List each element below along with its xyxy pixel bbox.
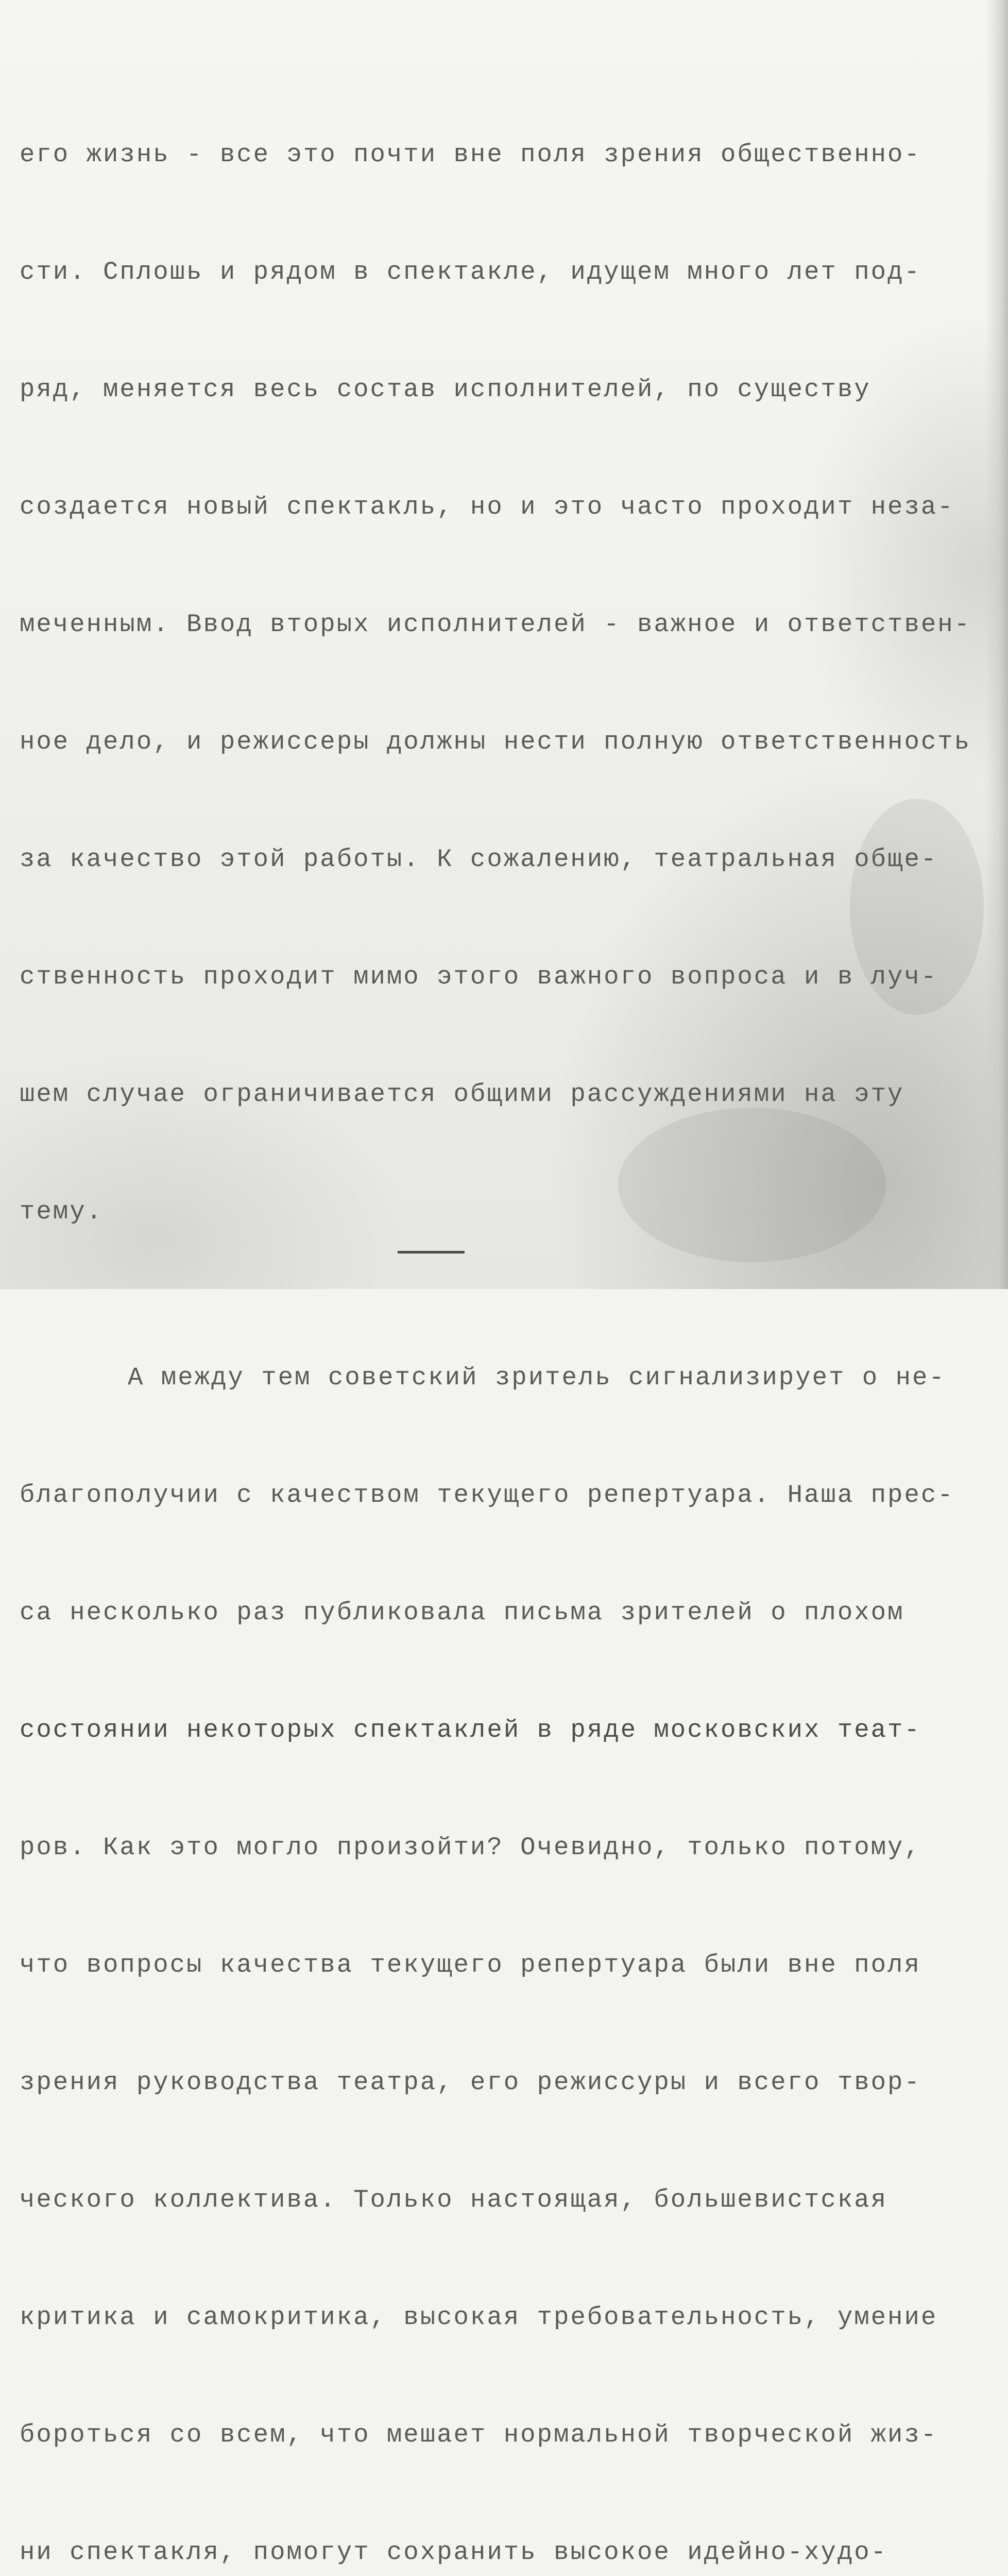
text-line: сти. Сплошь и рядом в спектакле, идущем много лет под- xyxy=(20,258,921,286)
text-line: ческого коллектива. Только настоящая, большевистская xyxy=(20,2185,888,2214)
text-line: ственность проходит мимо этого важного вопроса и в луч- xyxy=(20,962,938,991)
text-line: создается новый спектакль, но и это часто проходит неза- xyxy=(20,493,954,521)
text-line: тему. xyxy=(20,1197,104,1226)
document-body xyxy=(20,57,988,2576)
text-line: критика и самокритика, высокая требовательность, умение xyxy=(20,2303,938,2332)
text-line: ни спектакля, помогут сохранить высокое идейно-худо- xyxy=(20,2538,888,2567)
text-line: ное дело, и режиссеры должны нести полную ответственность xyxy=(20,727,971,756)
text-line: шем случае ограничивается общими рассуждениями на эту xyxy=(20,1080,904,1109)
text-line: состоянии некоторых спектаклей в ряде московских теат- xyxy=(20,1716,921,1744)
text-line: благополучии с качеством текущего репертуара. Наша прес- xyxy=(20,1481,954,1510)
text-line: его жизнь - все это почти вне поля зрения общественно- xyxy=(20,140,921,169)
text-line: что вопросы качества текущего репертуара были вне поля xyxy=(20,1951,921,1979)
end-of-text-rule xyxy=(398,1251,465,1253)
text-line: са несколько раз публиковала письма зрителей о плохом xyxy=(20,1598,904,1627)
text-line: ров. Как это могло произойти? Очевидно, только потому, xyxy=(20,1833,921,1862)
text-line: ряд, меняется весь состав исполнителей, по существу xyxy=(20,375,871,404)
text-line: зрения руководства театра, его режиссуры и всего твор- xyxy=(20,2068,921,2097)
paragraph-first-line: А между тем советский зритель сигнализирует о не- xyxy=(128,1363,946,1392)
text-line: бороться со всем, что мешает нормальной творческой жиз- xyxy=(20,2420,938,2449)
text-line: меченным. Ввод вторых исполнителей - важное и ответствен- xyxy=(20,610,971,639)
text-line: за качество этой работы. К сожалению, театральная обще- xyxy=(20,845,938,874)
page-edge-shadow xyxy=(985,0,1008,1289)
